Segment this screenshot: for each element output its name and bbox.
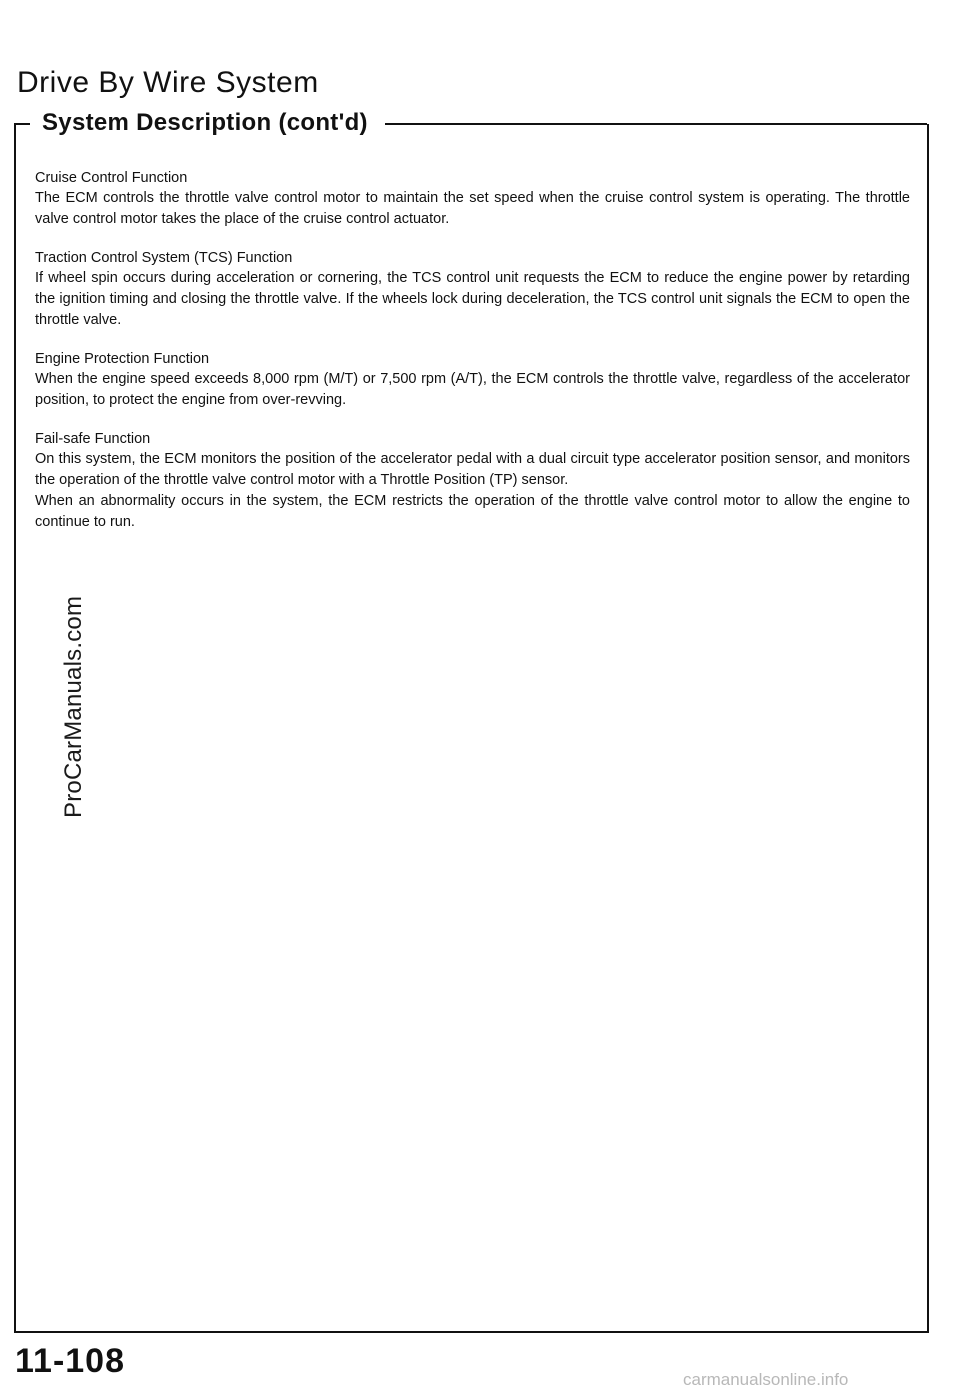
section-title: System Description (cont'd) [42,109,368,136]
footer-watermark: carmanualsonline.info [683,1370,849,1389]
frame-top-right-rule [385,123,927,125]
section-heading: Engine Protection Function [35,351,210,367]
page-title: Drive By Wire System [17,66,319,99]
section-heading: Traction Control System (TCS) Function [35,250,293,266]
page-number: 11-108 [15,1342,125,1380]
section-heading: Cruise Control Function [35,170,188,186]
side-watermark: ProCarManuals.com [60,595,87,818]
section-fail-safe [35,429,910,533]
section-traction-control [35,248,910,331]
section-engine-protection [35,349,910,411]
section-cruise-control [35,168,910,230]
section-paragraph: When the engine speed exceeds 8,000 rpm (M/T) or 7,500 rpm (A/T), the ECM controls the throttle valve, regardless of the accelerator position, to protect the engine from over-revving. [35,371,910,408]
section-heading: Fail-safe Function [35,431,151,447]
section-paragraph: The ECM controls the throttle valve control motor to maintain the set speed when the cruise control system is operating. The throttle valve control motor takes the place of the cruise control actuator. [35,190,910,227]
content-body [35,168,910,551]
section-paragraph: If wheel spin occurs during acceleration or cornering, the TCS control unit requests the ECM to reduce the engine power by retarding the ignition timing and closing the throttle valve. If the wheels lock during deceleration, the TCS control unit signals the ECM to open the throttle valve. [35,270,910,328]
frame-top-left-rule [14,123,30,125]
section-paragraph: When an abnormality occurs in the system, the ECM restricts the operation of the throttle valve control motor to allow the engine to continue to run. [35,493,910,530]
section-paragraph: On this system, the ECM monitors the position of the accelerator pedal with a dual circuit type accelerator position sensor, and monitors the operation of the throttle valve control motor with a Throttle Position (TP) sensor. [35,451,910,488]
